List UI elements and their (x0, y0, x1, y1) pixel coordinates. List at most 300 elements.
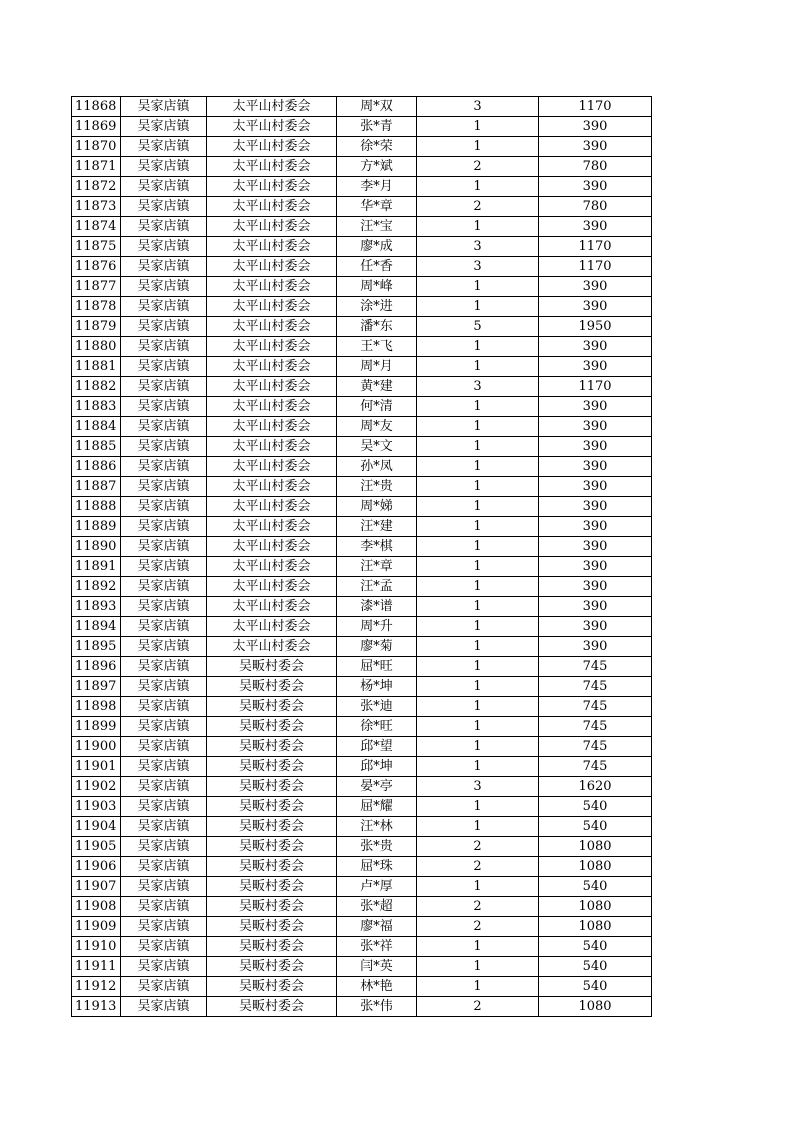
household-count-cell: 1 (417, 957, 539, 977)
name-cell: 何*清 (337, 397, 417, 417)
village-cell: 吴畈村委会 (207, 677, 337, 697)
amount-cell: 745 (539, 737, 652, 757)
town-cell: 吴家店镇 (121, 437, 207, 457)
row-id-cell: 11910 (72, 937, 121, 957)
amount-cell: 1170 (539, 377, 652, 397)
name-cell: 邱*望 (337, 737, 417, 757)
table-row (72, 457, 652, 477)
amount-cell: 390 (539, 517, 652, 537)
table-row (72, 737, 652, 757)
table-row (72, 697, 652, 717)
name-cell: 汪*贵 (337, 477, 417, 497)
household-count-cell: 2 (417, 917, 539, 937)
row-id-cell: 11899 (72, 717, 121, 737)
amount-cell: 780 (539, 157, 652, 177)
village-cell: 吴畈村委会 (207, 797, 337, 817)
town-cell: 吴家店镇 (121, 317, 207, 337)
village-cell: 太平山村委会 (207, 137, 337, 157)
household-count-cell: 1 (417, 417, 539, 437)
row-id-cell: 11883 (72, 397, 121, 417)
village-cell: 太平山村委会 (207, 597, 337, 617)
table-row (72, 517, 652, 537)
table-row (72, 757, 652, 777)
amount-cell: 390 (539, 277, 652, 297)
village-cell: 吴畈村委会 (207, 777, 337, 797)
village-cell: 太平山村委会 (207, 497, 337, 517)
town-cell: 吴家店镇 (121, 577, 207, 597)
row-id-cell: 11871 (72, 157, 121, 177)
village-cell: 太平山村委会 (207, 377, 337, 397)
name-cell: 涂*进 (337, 297, 417, 317)
name-cell: 屈*耀 (337, 797, 417, 817)
household-count-cell: 3 (417, 377, 539, 397)
town-cell: 吴家店镇 (121, 677, 207, 697)
village-cell: 太平山村委会 (207, 297, 337, 317)
town-cell: 吴家店镇 (121, 637, 207, 657)
table-row (72, 837, 652, 857)
village-cell: 吴畈村委会 (207, 657, 337, 677)
town-cell: 吴家店镇 (121, 337, 207, 357)
household-count-cell: 1 (417, 577, 539, 597)
village-cell: 太平山村委会 (207, 157, 337, 177)
amount-cell: 1080 (539, 997, 652, 1017)
table-row (72, 437, 652, 457)
table-row (72, 777, 652, 797)
amount-cell: 745 (539, 697, 652, 717)
village-cell: 太平山村委会 (207, 477, 337, 497)
row-id-cell: 11886 (72, 457, 121, 477)
name-cell: 周*双 (337, 97, 417, 117)
row-id-cell: 11908 (72, 897, 121, 917)
town-cell: 吴家店镇 (121, 697, 207, 717)
amount-cell: 390 (539, 297, 652, 317)
household-count-cell: 1 (417, 137, 539, 157)
amount-cell: 390 (539, 217, 652, 237)
household-count-cell: 1 (417, 297, 539, 317)
row-id-cell: 11874 (72, 217, 121, 237)
row-id-cell: 11872 (72, 177, 121, 197)
row-id-cell: 11875 (72, 237, 121, 257)
row-id-cell: 11905 (72, 837, 121, 857)
row-id-cell: 11893 (72, 597, 121, 617)
village-cell: 太平山村委会 (207, 197, 337, 217)
town-cell: 吴家店镇 (121, 717, 207, 737)
town-cell: 吴家店镇 (121, 617, 207, 637)
town-cell: 吴家店镇 (121, 477, 207, 497)
household-count-cell: 1 (417, 217, 539, 237)
village-cell: 太平山村委会 (207, 97, 337, 117)
row-id-cell: 11894 (72, 617, 121, 637)
row-id-cell: 11906 (72, 857, 121, 877)
town-cell: 吴家店镇 (121, 357, 207, 377)
name-cell: 汪*章 (337, 557, 417, 577)
town-cell: 吴家店镇 (121, 257, 207, 277)
town-cell: 吴家店镇 (121, 777, 207, 797)
row-id-cell: 11913 (72, 997, 121, 1017)
table-row (72, 297, 652, 317)
table-row (72, 337, 652, 357)
village-cell: 太平山村委会 (207, 537, 337, 557)
name-cell: 张*贵 (337, 837, 417, 857)
town-cell: 吴家店镇 (121, 457, 207, 477)
name-cell: 张*青 (337, 117, 417, 137)
town-cell: 吴家店镇 (121, 377, 207, 397)
row-id-cell: 11903 (72, 797, 121, 817)
name-cell: 周*月 (337, 357, 417, 377)
table-row (72, 277, 652, 297)
household-count-cell: 3 (417, 257, 539, 277)
name-cell: 李*棋 (337, 537, 417, 557)
household-count-cell: 2 (417, 157, 539, 177)
table-row (72, 537, 652, 557)
amount-cell: 540 (539, 977, 652, 997)
name-cell: 张*超 (337, 897, 417, 917)
town-cell: 吴家店镇 (121, 597, 207, 617)
name-cell: 任*香 (337, 257, 417, 277)
row-id-cell: 11892 (72, 577, 121, 597)
village-cell: 吴畈村委会 (207, 977, 337, 997)
household-count-cell: 1 (417, 877, 539, 897)
table-row (72, 597, 652, 617)
subsidy-table (71, 96, 652, 1017)
table-row (72, 97, 652, 117)
name-cell: 廖*福 (337, 917, 417, 937)
village-cell: 太平山村委会 (207, 557, 337, 577)
household-count-cell: 2 (417, 897, 539, 917)
village-cell: 吴畈村委会 (207, 757, 337, 777)
household-count-cell: 5 (417, 317, 539, 337)
household-count-cell: 1 (417, 557, 539, 577)
amount-cell: 540 (539, 797, 652, 817)
amount-cell: 390 (539, 117, 652, 137)
town-cell: 吴家店镇 (121, 97, 207, 117)
table-row (72, 997, 652, 1017)
amount-cell: 390 (539, 577, 652, 597)
village-cell: 太平山村委会 (207, 337, 337, 357)
village-cell: 太平山村委会 (207, 237, 337, 257)
name-cell: 汪*建 (337, 517, 417, 537)
row-id-cell: 11900 (72, 737, 121, 757)
household-count-cell: 1 (417, 397, 539, 417)
table-row (72, 797, 652, 817)
village-cell: 太平山村委会 (207, 257, 337, 277)
name-cell: 徐*荣 (337, 137, 417, 157)
household-count-cell: 1 (417, 757, 539, 777)
town-cell: 吴家店镇 (121, 497, 207, 517)
row-id-cell: 11889 (72, 517, 121, 537)
name-cell: 吴*文 (337, 437, 417, 457)
name-cell: 徐*旺 (337, 717, 417, 737)
amount-cell: 1080 (539, 837, 652, 857)
amount-cell: 390 (539, 477, 652, 497)
household-count-cell: 2 (417, 197, 539, 217)
town-cell: 吴家店镇 (121, 757, 207, 777)
amount-cell: 1080 (539, 917, 652, 937)
amount-cell: 390 (539, 437, 652, 457)
household-count-cell: 1 (417, 977, 539, 997)
table-row (72, 717, 652, 737)
name-cell: 邱*坤 (337, 757, 417, 777)
town-cell: 吴家店镇 (121, 517, 207, 537)
village-cell: 吴畈村委会 (207, 697, 337, 717)
table-row (72, 617, 652, 637)
household-count-cell: 2 (417, 857, 539, 877)
amount-cell: 390 (539, 557, 652, 577)
table-row (72, 817, 652, 837)
row-id-cell: 11888 (72, 497, 121, 517)
row-id-cell: 11885 (72, 437, 121, 457)
name-cell: 潘*东 (337, 317, 417, 337)
amount-cell: 540 (539, 817, 652, 837)
town-cell: 吴家店镇 (121, 237, 207, 257)
town-cell: 吴家店镇 (121, 897, 207, 917)
name-cell: 杨*坤 (337, 677, 417, 697)
table-row (72, 957, 652, 977)
amount-cell: 745 (539, 657, 652, 677)
table-row (72, 657, 652, 677)
name-cell: 孙*凤 (337, 457, 417, 477)
village-cell: 吴畈村委会 (207, 897, 337, 917)
household-count-cell: 2 (417, 837, 539, 857)
name-cell: 晏*亭 (337, 777, 417, 797)
village-cell: 吴畈村委会 (207, 937, 337, 957)
table-row (72, 897, 652, 917)
town-cell: 吴家店镇 (121, 277, 207, 297)
town-cell: 吴家店镇 (121, 917, 207, 937)
row-id-cell: 11878 (72, 297, 121, 317)
row-id-cell: 11884 (72, 417, 121, 437)
table-row (72, 257, 652, 277)
row-id-cell: 11869 (72, 117, 121, 137)
town-cell: 吴家店镇 (121, 557, 207, 577)
table-row (72, 377, 652, 397)
household-count-cell: 1 (417, 537, 539, 557)
town-cell: 吴家店镇 (121, 997, 207, 1017)
household-count-cell: 1 (417, 337, 539, 357)
town-cell: 吴家店镇 (121, 817, 207, 837)
village-cell: 太平山村委会 (207, 437, 337, 457)
name-cell: 屈*旺 (337, 657, 417, 677)
village-cell: 太平山村委会 (207, 517, 337, 537)
amount-cell: 390 (539, 637, 652, 657)
table-row (72, 877, 652, 897)
amount-cell: 390 (539, 597, 652, 617)
name-cell: 周*娣 (337, 497, 417, 517)
town-cell: 吴家店镇 (121, 837, 207, 857)
row-id-cell: 11909 (72, 917, 121, 937)
household-count-cell: 1 (417, 677, 539, 697)
amount-cell: 745 (539, 717, 652, 737)
row-id-cell: 11901 (72, 757, 121, 777)
household-count-cell: 1 (417, 657, 539, 677)
town-cell: 吴家店镇 (121, 177, 207, 197)
village-cell: 吴畈村委会 (207, 737, 337, 757)
household-count-cell: 1 (417, 697, 539, 717)
table-row (72, 677, 652, 697)
name-cell: 卢*厚 (337, 877, 417, 897)
name-cell: 周*友 (337, 417, 417, 437)
amount-cell: 390 (539, 497, 652, 517)
village-cell: 太平山村委会 (207, 617, 337, 637)
town-cell: 吴家店镇 (121, 297, 207, 317)
household-count-cell: 1 (417, 517, 539, 537)
household-count-cell: 1 (417, 717, 539, 737)
town-cell: 吴家店镇 (121, 397, 207, 417)
amount-cell: 1620 (539, 777, 652, 797)
name-cell: 屈*珠 (337, 857, 417, 877)
row-id-cell: 11876 (72, 257, 121, 277)
amount-cell: 1950 (539, 317, 652, 337)
row-id-cell: 11881 (72, 357, 121, 377)
table-row (72, 857, 652, 877)
row-id-cell: 11912 (72, 977, 121, 997)
town-cell: 吴家店镇 (121, 137, 207, 157)
town-cell: 吴家店镇 (121, 797, 207, 817)
household-count-cell: 1 (417, 117, 539, 137)
town-cell: 吴家店镇 (121, 197, 207, 217)
household-count-cell: 1 (417, 477, 539, 497)
amount-cell: 745 (539, 677, 652, 697)
row-id-cell: 11904 (72, 817, 121, 837)
household-count-cell: 1 (417, 617, 539, 637)
name-cell: 方*斌 (337, 157, 417, 177)
village-cell: 吴畈村委会 (207, 817, 337, 837)
household-count-cell: 1 (417, 457, 539, 477)
amount-cell: 1170 (539, 97, 652, 117)
household-count-cell: 1 (417, 817, 539, 837)
village-cell: 太平山村委会 (207, 417, 337, 437)
village-cell: 太平山村委会 (207, 317, 337, 337)
name-cell: 廖*菊 (337, 637, 417, 657)
village-cell: 吴畈村委会 (207, 997, 337, 1017)
amount-cell: 1080 (539, 857, 652, 877)
table-row (72, 577, 652, 597)
household-count-cell: 1 (417, 177, 539, 197)
table-row (72, 177, 652, 197)
village-cell: 吴畈村委会 (207, 877, 337, 897)
row-id-cell: 11898 (72, 697, 121, 717)
name-cell: 汪*宝 (337, 217, 417, 237)
town-cell: 吴家店镇 (121, 157, 207, 177)
name-cell: 周*峰 (337, 277, 417, 297)
name-cell: 李*月 (337, 177, 417, 197)
name-cell: 汪*林 (337, 817, 417, 837)
name-cell: 周*升 (337, 617, 417, 637)
village-cell: 吴畈村委会 (207, 837, 337, 857)
name-cell: 闫*英 (337, 957, 417, 977)
table-row (72, 197, 652, 217)
row-id-cell: 11880 (72, 337, 121, 357)
table-row (72, 937, 652, 957)
town-cell: 吴家店镇 (121, 937, 207, 957)
name-cell: 林*艳 (337, 977, 417, 997)
household-count-cell: 1 (417, 497, 539, 517)
row-id-cell: 11879 (72, 317, 121, 337)
table-row (72, 417, 652, 437)
table-row (72, 917, 652, 937)
row-id-cell: 11868 (72, 97, 121, 117)
table-row (72, 357, 652, 377)
row-id-cell: 11877 (72, 277, 121, 297)
household-count-cell: 1 (417, 737, 539, 757)
town-cell: 吴家店镇 (121, 217, 207, 237)
amount-cell: 390 (539, 357, 652, 377)
table-row (72, 237, 652, 257)
row-id-cell: 11882 (72, 377, 121, 397)
table-body (72, 97, 652, 1017)
household-count-cell: 2 (417, 997, 539, 1017)
name-cell: 张*迪 (337, 697, 417, 717)
table-row (72, 217, 652, 237)
household-count-cell: 3 (417, 777, 539, 797)
town-cell: 吴家店镇 (121, 977, 207, 997)
town-cell: 吴家店镇 (121, 737, 207, 757)
table-row (72, 637, 652, 657)
household-count-cell: 1 (417, 357, 539, 377)
amount-cell: 390 (539, 137, 652, 157)
town-cell: 吴家店镇 (121, 957, 207, 977)
table-row (72, 397, 652, 417)
village-cell: 太平山村委会 (207, 397, 337, 417)
table-row (72, 137, 652, 157)
row-id-cell: 11911 (72, 957, 121, 977)
amount-cell: 390 (539, 457, 652, 477)
name-cell: 王*飞 (337, 337, 417, 357)
household-count-cell: 1 (417, 937, 539, 957)
town-cell: 吴家店镇 (121, 537, 207, 557)
name-cell: 黄*建 (337, 377, 417, 397)
town-cell: 吴家店镇 (121, 857, 207, 877)
table-row (72, 557, 652, 577)
village-cell: 太平山村委会 (207, 217, 337, 237)
household-count-cell: 1 (417, 797, 539, 817)
household-count-cell: 1 (417, 437, 539, 457)
amount-cell: 780 (539, 197, 652, 217)
table-row (72, 477, 652, 497)
village-cell: 太平山村委会 (207, 177, 337, 197)
row-id-cell: 11890 (72, 537, 121, 557)
table-row (72, 497, 652, 517)
village-cell: 太平山村委会 (207, 277, 337, 297)
row-id-cell: 11887 (72, 477, 121, 497)
amount-cell: 1080 (539, 897, 652, 917)
amount-cell: 390 (539, 537, 652, 557)
household-count-cell: 1 (417, 637, 539, 657)
town-cell: 吴家店镇 (121, 657, 207, 677)
town-cell: 吴家店镇 (121, 417, 207, 437)
amount-cell: 540 (539, 957, 652, 977)
household-count-cell: 1 (417, 597, 539, 617)
village-cell: 吴畈村委会 (207, 717, 337, 737)
amount-cell: 390 (539, 397, 652, 417)
row-id-cell: 11897 (72, 677, 121, 697)
household-count-cell: 3 (417, 237, 539, 257)
name-cell: 张*祥 (337, 937, 417, 957)
name-cell: 廖*成 (337, 237, 417, 257)
town-cell: 吴家店镇 (121, 877, 207, 897)
row-id-cell: 11873 (72, 197, 121, 217)
amount-cell: 390 (539, 337, 652, 357)
village-cell: 太平山村委会 (207, 577, 337, 597)
town-cell: 吴家店镇 (121, 117, 207, 137)
row-id-cell: 11907 (72, 877, 121, 897)
table-row (72, 977, 652, 997)
village-cell: 吴畈村委会 (207, 957, 337, 977)
name-cell: 华*章 (337, 197, 417, 217)
amount-cell: 1170 (539, 257, 652, 277)
row-id-cell: 11895 (72, 637, 121, 657)
village-cell: 太平山村委会 (207, 637, 337, 657)
